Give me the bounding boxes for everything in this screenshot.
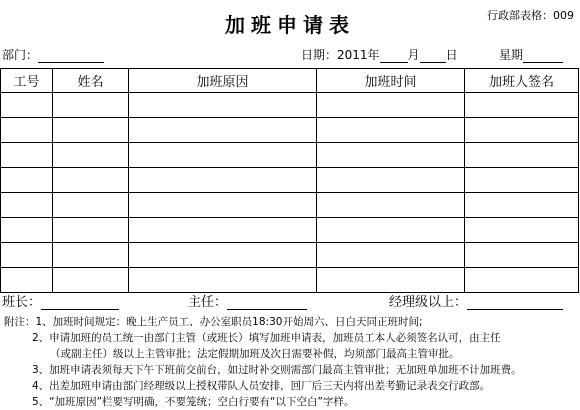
table-cell[interactable] xyxy=(465,218,579,243)
table-cell[interactable] xyxy=(465,93,579,118)
table-cell[interactable] xyxy=(53,243,129,268)
table-cell[interactable] xyxy=(53,218,129,243)
table-row xyxy=(1,268,579,293)
table-cell[interactable] xyxy=(53,143,129,168)
director-signature xyxy=(188,291,307,310)
table-cell[interactable] xyxy=(317,218,465,243)
table-cell[interactable] xyxy=(53,168,129,193)
table-row xyxy=(1,168,579,193)
month-label: 月 xyxy=(407,48,420,62)
column-header-signature: 加班人签名 xyxy=(465,69,579,93)
table-cell[interactable] xyxy=(1,118,53,143)
table-row xyxy=(1,193,579,218)
note-line-4: 4、出差加班申请由部门经理级以上授权带队人员安排，回厂后三天内将出差考勤记录表交行政部。 xyxy=(32,380,491,392)
department-field xyxy=(2,46,104,63)
column-header-time: 加班时间 xyxy=(317,69,465,93)
team-leader-label: 班长： xyxy=(2,295,42,310)
table-cell[interactable] xyxy=(317,268,465,293)
table-cell[interactable] xyxy=(53,93,129,118)
table-cell[interactable] xyxy=(465,143,579,168)
note-line-5: 5、“加班原因”栏要写明确，不要笼统；空白行要有“以下空白”字样。 xyxy=(32,396,355,408)
team-leader-blank[interactable] xyxy=(41,296,119,310)
table-cell[interactable] xyxy=(1,243,53,268)
table-cell[interactable] xyxy=(129,118,317,143)
weekday-blank[interactable] xyxy=(523,49,563,63)
department-blank[interactable] xyxy=(38,49,104,63)
table-cell[interactable] xyxy=(465,168,579,193)
director-blank[interactable] xyxy=(227,296,307,310)
table-cell[interactable] xyxy=(1,168,53,193)
table-cell[interactable] xyxy=(1,93,53,118)
manager-blank[interactable] xyxy=(467,296,563,310)
note-line-2: 2、申请加班的员工统一由部门主管（或班长）填写加班申请表，加班员工本人必须签名认可，由主任 xyxy=(32,332,501,344)
weekday-label: 星期 xyxy=(499,48,524,62)
day-label: 日 xyxy=(445,48,458,62)
table-cell[interactable] xyxy=(317,168,465,193)
director-label: 主任： xyxy=(188,295,228,310)
table-cell[interactable] xyxy=(1,143,53,168)
column-header-reason: 加班原因 xyxy=(129,69,317,93)
department-label: 部门： xyxy=(2,48,39,62)
table-header-row xyxy=(1,69,579,93)
table-cell[interactable] xyxy=(465,193,579,218)
day-blank[interactable] xyxy=(420,49,446,63)
table-cell[interactable] xyxy=(465,268,579,293)
table-cell[interactable] xyxy=(53,118,129,143)
manager-signature xyxy=(389,291,563,310)
table-cell[interactable] xyxy=(317,143,465,168)
date-year-label: 日期：2011年 xyxy=(301,48,380,62)
table-cell[interactable] xyxy=(129,193,317,218)
table-row xyxy=(1,243,579,268)
table-cell[interactable] xyxy=(53,193,129,218)
note-line-3: 3、加班申请表须每天下午下班前交前台，如过时补交则需部门最高主管审批；无加班单加班不计加班费。 xyxy=(32,364,522,376)
table-cell[interactable] xyxy=(1,218,53,243)
table-cell[interactable] xyxy=(1,268,53,293)
weekday-field xyxy=(499,46,563,63)
note-text: 1、加班时间规定：晚上生产员工、办公室职员18:30开始周六、日白天同正班时间; xyxy=(35,316,423,328)
table-cell[interactable] xyxy=(317,243,465,268)
table-cell[interactable] xyxy=(1,193,53,218)
table-cell[interactable] xyxy=(129,268,317,293)
overtime-table xyxy=(0,68,579,293)
column-header-name: 姓名 xyxy=(53,69,129,93)
form-title: 加班申请表 xyxy=(225,13,355,37)
month-blank[interactable] xyxy=(380,49,408,63)
table-cell[interactable] xyxy=(317,118,465,143)
table-row xyxy=(1,93,579,118)
table-cell[interactable] xyxy=(465,118,579,143)
table-cell[interactable] xyxy=(317,193,465,218)
column-header-employee-id: 工号 xyxy=(1,69,53,93)
table-cell[interactable] xyxy=(129,93,317,118)
table-cell[interactable] xyxy=(317,93,465,118)
table-row xyxy=(1,143,579,168)
team-leader-signature xyxy=(2,291,119,310)
table-cell[interactable] xyxy=(129,243,317,268)
table-row xyxy=(1,218,579,243)
note-line-1 xyxy=(4,314,522,330)
notes-section xyxy=(4,314,522,410)
table-cell[interactable] xyxy=(465,243,579,268)
form-number: 行政部表格：009 xyxy=(487,9,574,22)
table-cell[interactable] xyxy=(129,168,317,193)
note-line-2-cont: （或副主任）级以上主管审批；法定假期加班及次日需要补假，均须部门最高主管审批。 xyxy=(50,348,460,360)
table-cell[interactable] xyxy=(53,268,129,293)
table-cell[interactable] xyxy=(129,143,317,168)
date-field xyxy=(301,46,458,63)
table-cell[interactable] xyxy=(129,218,317,243)
table-row xyxy=(1,118,579,143)
manager-label: 经理级以上： xyxy=(389,295,468,310)
notes-prefix: 附注： xyxy=(4,316,36,328)
